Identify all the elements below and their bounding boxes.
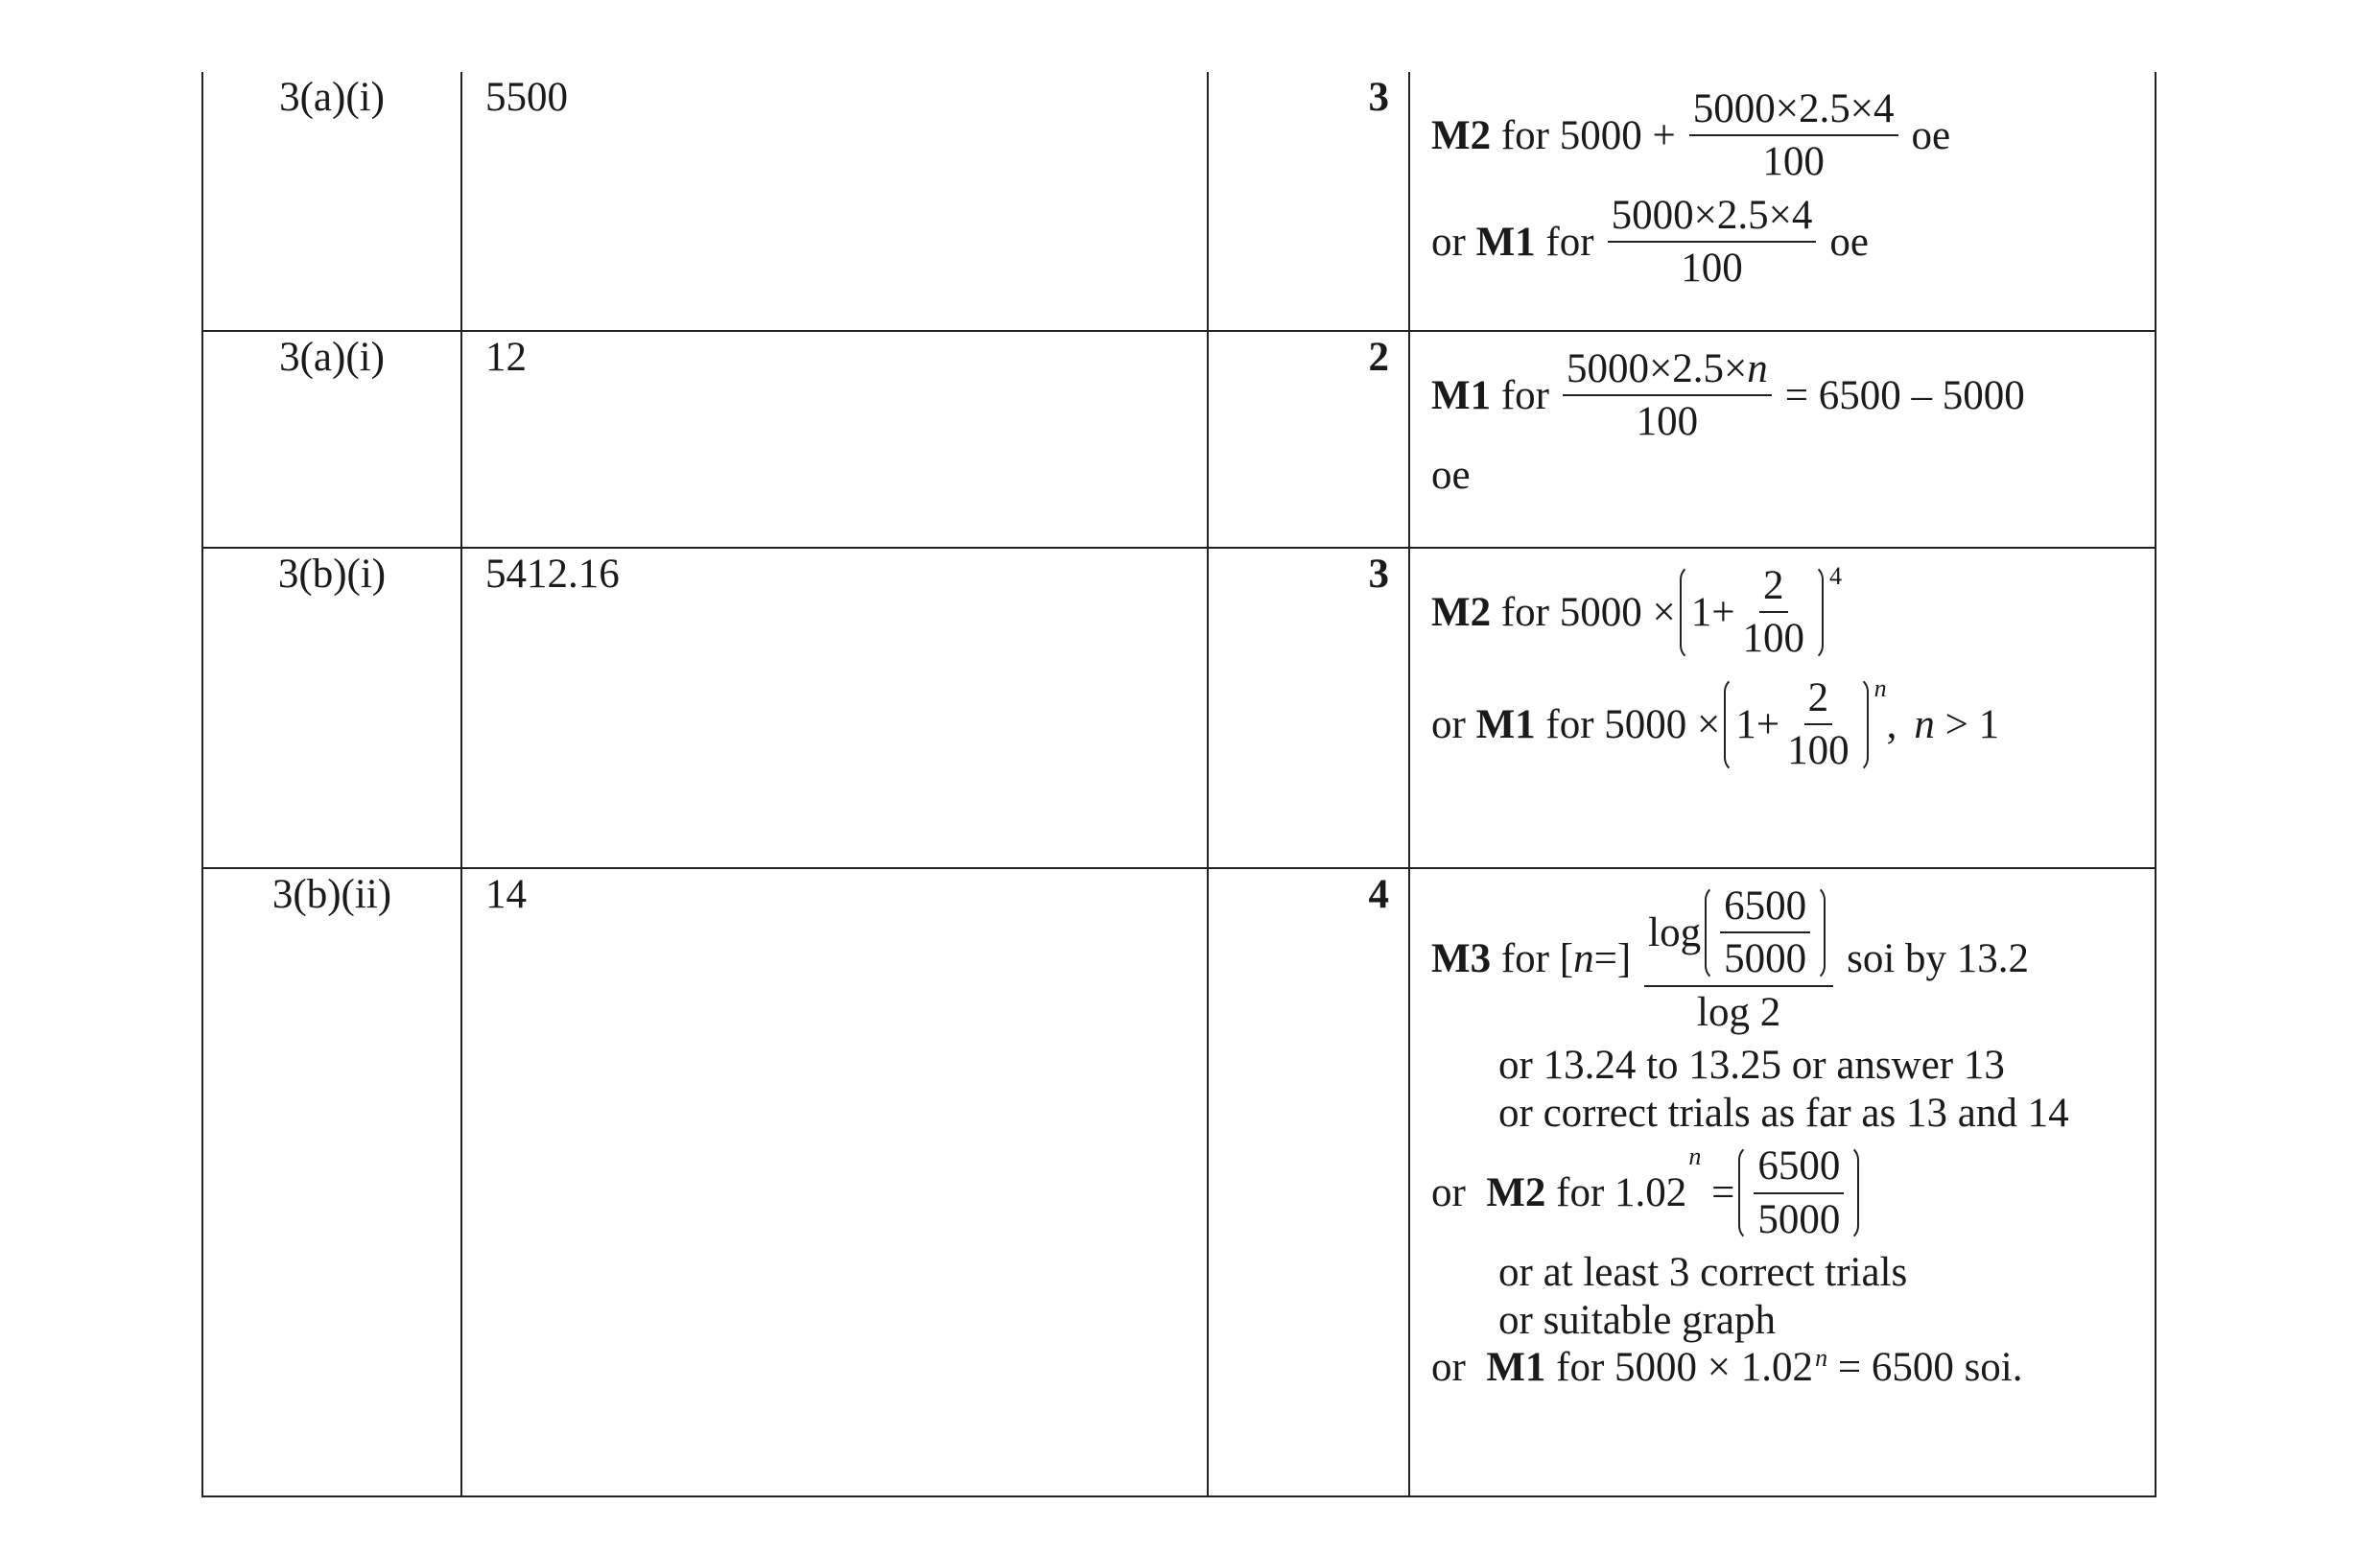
guidance-text: = — [1711, 1169, 1735, 1215]
oe-text: oe — [1911, 112, 1951, 158]
numerator — [1644, 883, 1833, 987]
variable: n — [1914, 701, 1935, 747]
denominator: 5000 — [1724, 936, 1807, 982]
mark-code: M1 — [1475, 219, 1536, 265]
guidance-text: for — [1545, 219, 1594, 265]
numerator: 2 — [1804, 674, 1833, 725]
table-row — [202, 331, 2156, 548]
guidance-text: =] — [1593, 936, 1632, 982]
oe-text: oe — [1829, 219, 1869, 265]
mark-scheme-table — [201, 72, 2156, 1497]
answer-cell: 14 — [461, 868, 1208, 1496]
marks-cell: 2 — [1208, 331, 1409, 548]
equation-rhs: = 6500 – 5000 — [1784, 372, 2025, 418]
guidance-line — [1431, 1344, 2145, 1391]
fraction — [1783, 674, 1853, 775]
marks-cell: 4 — [1208, 868, 1409, 1496]
comma: , — [1886, 701, 1897, 747]
guidance-text: for [ — [1500, 936, 1574, 982]
or-text: or — [1431, 1344, 1466, 1390]
marks-cell: 3 — [1208, 72, 1409, 331]
parenthesized-expression — [1738, 1142, 1859, 1243]
guidance-line — [1431, 192, 2145, 293]
numerator-text: 5000×2.5× — [1566, 346, 1748, 391]
question-number: 3(a)(i) — [202, 72, 461, 331]
oe-text: oe — [1431, 452, 1471, 498]
parenthesized-expression — [1680, 562, 1824, 663]
fraction — [1739, 562, 1809, 663]
guidance-line — [1431, 85, 2145, 186]
question-number: 3(b)(i) — [202, 548, 461, 868]
fraction — [1608, 192, 1817, 293]
log-text: log — [1648, 909, 1702, 955]
question-number: 3(b)(ii) — [202, 868, 461, 1496]
denominator: 100 — [1681, 246, 1743, 292]
numerator: 2 — [1759, 562, 1788, 613]
or-text: or — [1431, 701, 1466, 747]
fraction — [1644, 883, 1833, 1036]
fraction — [1563, 345, 1772, 446]
or-text: or — [1431, 1169, 1466, 1215]
numerator: 5000×2.5×4 — [1608, 192, 1817, 243]
table-row — [202, 548, 2156, 868]
marks-cell: 3 — [1208, 548, 1409, 868]
mark-code: M2 — [1431, 112, 1492, 158]
numerator: 5000×2.5×4 — [1689, 85, 1898, 136]
fraction — [1754, 1142, 1844, 1243]
exponent: n — [1873, 673, 1887, 702]
guidance-text: for — [1500, 372, 1549, 418]
mark-code: M1 — [1486, 1344, 1546, 1390]
parenthesized-expression — [1705, 883, 1826, 983]
mark-code: M1 — [1431, 372, 1492, 418]
guidance-line: or correct trials as far as 13 and 14 — [1498, 1090, 2069, 1136]
denominator: 100 — [1636, 399, 1699, 445]
expression-text: 1+ — [1735, 701, 1780, 747]
parenthesized-expression — [1724, 674, 1868, 775]
numerator — [1563, 345, 1772, 396]
guidance-cell — [1409, 331, 2156, 548]
condition: > 1 — [1944, 701, 2000, 747]
denominator: 100 — [1762, 139, 1825, 185]
numerator: 6500 — [1754, 1142, 1844, 1193]
exponent: 4 — [1829, 562, 1842, 590]
guidance-line — [1431, 674, 2145, 775]
variable: n — [1747, 346, 1768, 391]
guidance-line — [1431, 452, 2145, 499]
denominator: log 2 — [1697, 989, 1781, 1035]
guidance-text: soi by 13.2 — [1847, 936, 2030, 982]
expression-text: 1+ — [1690, 589, 1735, 635]
guidance-cell — [1409, 72, 2156, 331]
guidance-cell — [1409, 868, 2156, 1496]
guidance-text: for 5000 + — [1500, 112, 1676, 158]
mark-code: M2 — [1486, 1169, 1546, 1215]
guidance-line: or at least 3 correct trials — [1498, 1250, 1908, 1296]
fraction — [1689, 85, 1898, 186]
guidance-cell — [1409, 548, 2156, 868]
exponent: n — [1688, 1142, 1702, 1171]
denominator: 100 — [1742, 616, 1804, 662]
answer-cell: 5500 — [461, 72, 1208, 331]
or-text: or — [1431, 219, 1466, 265]
guidance-line — [1431, 345, 2145, 446]
answer-cell: 5412.16 — [461, 548, 1208, 868]
answer-cell: 12 — [461, 331, 1208, 548]
guidance-text: for 5000 × 1.02 — [1556, 1344, 1814, 1390]
fraction — [1720, 883, 1810, 983]
guidance-line — [1431, 562, 2145, 663]
exponent: n — [1815, 1343, 1828, 1372]
variable: n — [1573, 936, 1594, 982]
guidance-line: or suitable graph — [1498, 1297, 1776, 1343]
denominator: 100 — [1787, 728, 1850, 774]
guidance-text: for 1.02 — [1556, 1169, 1687, 1215]
guidance-text: = 6500 soi. — [1837, 1344, 2023, 1390]
guidance-text: for 5000 × — [1500, 589, 1676, 635]
guidance-line — [1431, 1142, 2145, 1243]
mark-code: M1 — [1475, 701, 1536, 747]
denominator: 5000 — [1757, 1196, 1841, 1242]
table-row — [202, 868, 2156, 1496]
guidance-line — [1431, 883, 2145, 1036]
guidance-line: or 13.24 to 13.25 or answer 13 — [1498, 1043, 2005, 1089]
question-number: 3(a)(i) — [202, 331, 461, 548]
mark-code: M2 — [1431, 589, 1492, 635]
guidance-text: for 5000 × — [1545, 701, 1721, 747]
mark-code: M3 — [1431, 936, 1492, 982]
numerator: 6500 — [1720, 883, 1810, 933]
table-row — [202, 72, 2156, 331]
